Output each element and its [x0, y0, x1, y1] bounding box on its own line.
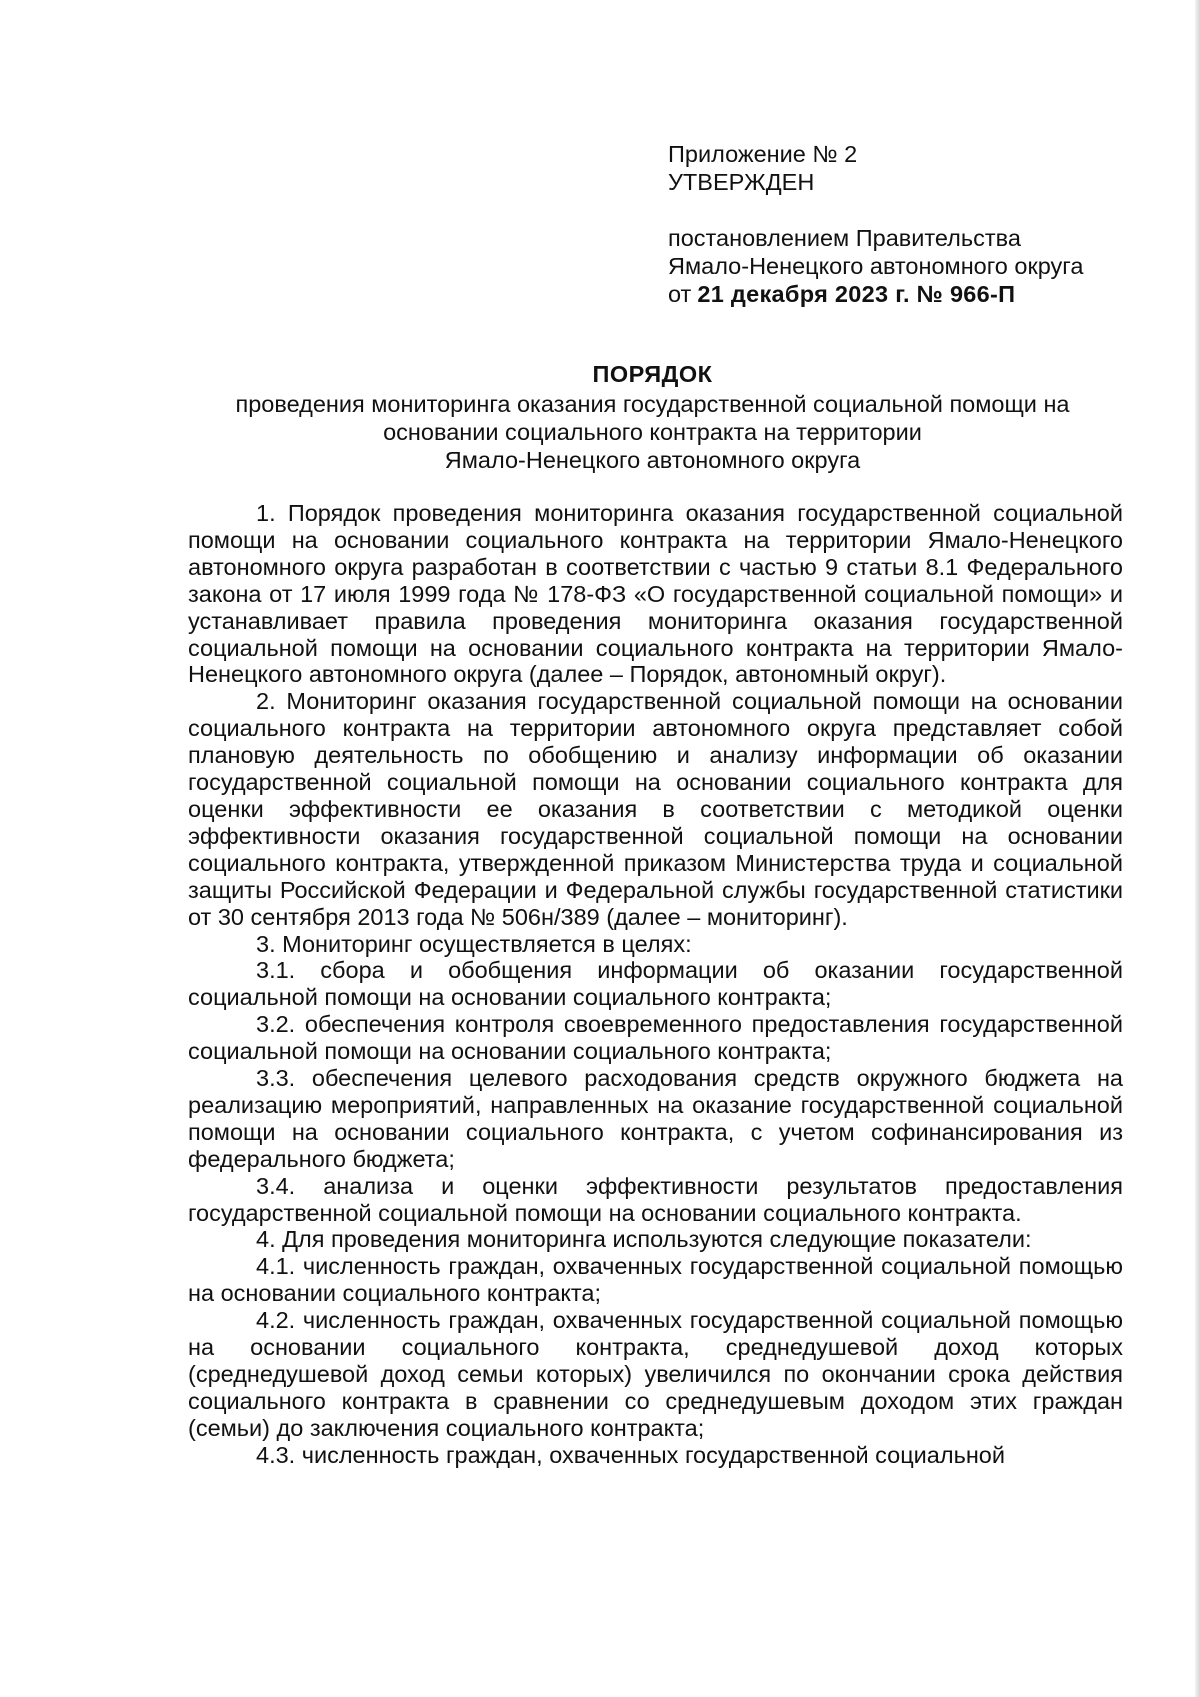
paragraph-3-3: 3.3. обеспечения целевого расходования средств окружного бюджета на реализацию мероприятий, направленных на оказание государственной социальной помощи на основании социального контракта, с учетом софинансирования из федерального бюджета;	[188, 1065, 1123, 1172]
paragraph-1: 1. Порядок проведения мониторинга оказания государственной социальной помощи на основании социального контракта на территории Ямало-Ненецкого автономного округа разработан в соответствии с частью 9 статьи 8.1 Федерального закона от 17 июля 1999 года № 178-ФЗ «О государственной социальной помощи» и устанавливает правила проведения мониторинга оказания государственной социальной помощи на основании социального контракта на территории Ямало-Ненецкого автономного округа (далее – Порядок, автономный округ).	[188, 500, 1123, 688]
document-title-block	[185, 360, 1120, 474]
paragraph-3: 3. Мониторинг осуществляется в целях:	[256, 930, 692, 957]
paragraph-4-2: 4.2. численность граждан, охваченных государственной социальной помощью на основании социального контракта, среднедушевой доход которых (среднедушевой доход семьи которых) увеличился по окончании срока действия социального контракта в сравнении со среднедушевым доходом этих граждан (семьи) до заключения социального контракта;	[188, 1307, 1123, 1441]
approved-label: УТВЕРЖДЕН	[668, 169, 815, 195]
approval-date-line	[668, 280, 1168, 308]
paragraph-4: 4. Для проведения мониторинга используются следующие показатели:	[256, 1226, 1032, 1253]
paragraph-4-1: 4.1. численность граждан, охваченных государственной социальной помощью на основании социального контракта;	[188, 1253, 1123, 1307]
date-prefix: от	[668, 281, 692, 307]
page-edge	[1195, 0, 1200, 1697]
paragraph-3-1: 3.1. сбора и обобщения информации об оказании государственной социальной помощи на основании социального контракта;	[188, 957, 1123, 1011]
paragraph-2: 2. Мониторинг оказания государственной социальной помощи на основании социального контракта на территории автономного округа представляет собой плановую деятельность по обобщению и анализу информации об оказании государственной социальной помощи на основании социального контракта для оценки эффективности ее оказания в соответствии с методикой оценки эффективности оказания государственной социальной помощи на основании социального контракта, утвержденной приказом Министерства труда и социальной защиты Российской Федерации и Федеральной службы государственной статистики от 30 сентября 2013 года № 506н/389 (далее – мониторинг).	[188, 688, 1123, 930]
paragraph-4-3: 4.3. численность граждан, охваченных государственной социальной	[256, 1441, 1006, 1468]
approval-header	[668, 140, 1168, 308]
resolution-line-2: Ямало-Ненецкого автономного округа	[668, 253, 1084, 279]
subtitle-line: основании социального контракта на территории	[383, 419, 922, 445]
subtitle-line: проведения мониторинга оказания государственной социальной помощи на	[235, 391, 1070, 417]
approval-date: 21 декабря 2023 г. № 966-П	[697, 281, 1016, 307]
document-body	[188, 500, 1123, 1469]
document-title: ПОРЯДОК	[592, 361, 713, 387]
resolution-line-1: постановлением Правительства	[668, 225, 1021, 251]
subtitle-line: Ямало-Ненецкого автономного округа	[444, 447, 861, 473]
document-subtitle	[185, 390, 1120, 474]
paragraph-3-4: 3.4. анализа и оценки эффективности результатов предоставления государственной социальной помощи на основании социального контракта.	[188, 1172, 1123, 1226]
paragraph-3-2: 3.2. обеспечения контроля своевременного предоставления государственной социальной помощи на основании социального контракта;	[188, 1011, 1123, 1065]
appendix-label: Приложение № 2	[668, 141, 858, 167]
